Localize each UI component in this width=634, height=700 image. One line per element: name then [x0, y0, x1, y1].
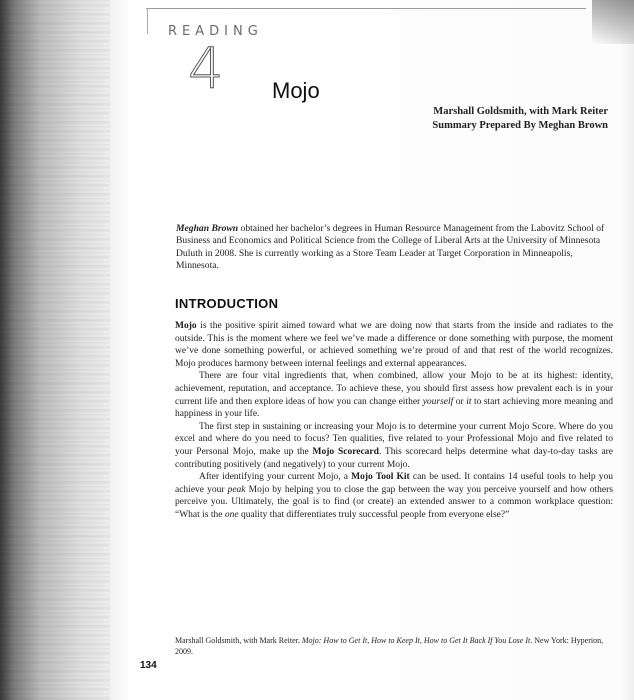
- paragraph-1: [175, 320, 613, 370]
- footnote-authors: Marshall Goldsmith, with Mark Reiter.: [175, 636, 302, 645]
- emphasis-peak: peak: [227, 484, 246, 495]
- paragraph-4: [175, 471, 613, 521]
- page-number: 134: [140, 660, 157, 671]
- body-text: [175, 320, 613, 522]
- footnote-publisher: . New York: Hyperion, 2009.: [175, 636, 604, 656]
- paragraph-4-text-a: After identifying your current Mojo, a: [199, 472, 352, 483]
- paragraph-3: [175, 421, 613, 471]
- paragraph-4-text-d: quality that differentiates truly successful people from everyone else?”: [238, 509, 510, 520]
- paragraph-2-text-b: or: [453, 396, 467, 407]
- paragraph-2-text-c: to start achieving more meaning and happiness in your life.: [175, 396, 613, 420]
- author-bio: [176, 223, 616, 273]
- emphasis-yourself: yourself: [422, 396, 454, 407]
- scan-noise: [0, 0, 110, 700]
- reading-label: READING: [168, 24, 263, 39]
- term-mojo-scorecard: Mojo Scorecard: [312, 446, 379, 457]
- paragraph-2-text-a: There are four vital ingredients that, when combined, allow your Mojo to be at its highest: identity, achievement, reputation, and acceptance. To achieve these, you should first assess how prevalent each is in your current life and then explore ideas of how you can change either: [175, 371, 613, 407]
- section-heading: INTRODUCTION: [175, 296, 279, 311]
- summary-credit-line: Summary Prepared By Meghan Brown: [432, 120, 608, 131]
- paragraph-4-text-b: can be used. It contains 14 useful tools to help you achieve your: [175, 472, 613, 495]
- term-mojo: Mojo: [175, 321, 197, 331]
- chapter-number: 4: [188, 37, 224, 102]
- author-credits: [432, 105, 608, 133]
- paragraph-4-text-c: Mojo by helping you to close the gap between the way you perceive yourself and how others perceive you. Ultimately, the goal is to find (or create) an extended answer to a common workplace question: “What is the: [175, 484, 613, 520]
- paragraph-1-text: is the positive spirit aimed toward what we are doing now that starts from the inside and radiates to the outside. This is the moment where we feel we’ve made a difference or done something with purpose, the moment we’ve done something powerful, or achieved something we’re proud of and that rest of the world recognizes. Mojo produces harmony between internal feelings and external appearances.: [175, 321, 613, 369]
- bio-text: obtained her bachelor’s degrees in Human Resource Management from the Labovitz School of Business and Economics and Political Science from the College of Liberal Arts at the University of Minnesota Duluth in 2008. She is currently working as a Store Team Leader at Target Corporation in Minneapolis, Minnesota.: [176, 223, 605, 272]
- chapter-title: Mojo: [272, 78, 320, 103]
- bio-name: Meghan Brown: [176, 223, 239, 234]
- author-line: Marshall Goldsmith, with Mark Reiter: [433, 106, 608, 117]
- paragraph-3-text-b: . This scorecard helps determine what day-to-day tasks are contributing positively (and negatively) to your current Mojo.: [175, 446, 614, 470]
- footnote-book-title: Mojo: How to Get It, How to Keep It, How to Get It Back If You Lose It: [301, 636, 531, 645]
- left-rule-tick: [147, 8, 148, 34]
- term-mojo-tool-kit: Mojo Tool Kit: [351, 472, 410, 483]
- paragraph-3-text-a: The first step in sustaining or increasing your Mojo is to determine your current Mojo Score. Where do you excel and where do you need to focus? Ten qualities, five related to your Professional Mojo and five related to your Personal Mojo, make up the: [175, 421, 613, 457]
- emphasis-it: it: [466, 396, 472, 407]
- corner-shadow: [592, 0, 634, 44]
- emphasis-one: one: [224, 509, 239, 520]
- top-rule: [146, 8, 586, 9]
- paragraph-2: [175, 370, 613, 420]
- citation-footnote: [175, 636, 615, 657]
